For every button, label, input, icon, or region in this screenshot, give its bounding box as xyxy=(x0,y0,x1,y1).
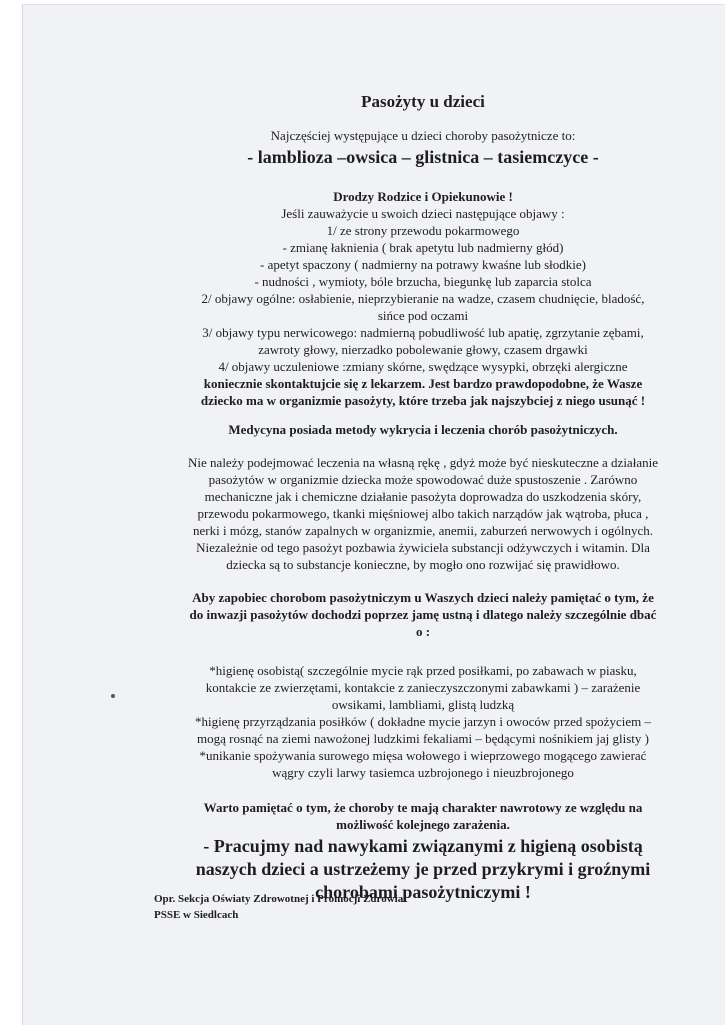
document-footer xyxy=(154,891,403,923)
intro-line: 2/ objawy ogólne: osłabienie, nieprzybieranie na wadze, czasem chudnięcie, bladość, xyxy=(201,291,645,306)
treatment-line: dziecka są to substancje konieczne, by mogło ono rozwijać się prawidłowo. xyxy=(226,557,620,572)
hygiene-line: owsikami, lambliami, glistą ludzką xyxy=(331,697,515,712)
document-page xyxy=(22,4,725,1025)
hygiene-list xyxy=(123,662,723,781)
treatment-line: przewodu pokarmowego, tkanki mięśniowej albo takich narządów jak wątroba, płuca , xyxy=(197,506,649,521)
disease-list: - lamblioza –owsica – glistnica – tasiemczyce - xyxy=(247,147,599,167)
footer-author: Opr. Sekcja Oświaty Zdrowotnej i Promocji Zdrowia xyxy=(154,893,404,905)
document-body xyxy=(123,89,723,904)
closing-line: - Pracujmy nad nawykami związanymi z higieną osobistą xyxy=(203,836,643,856)
treatment-line: pasożytów w organizmie dziecka może spowodować duże spustoszenie . Zarówno xyxy=(208,472,638,487)
intro-line: 3/ objawy typu nerwicowego: nadmierną pobudliwość lub apatię, zgrzytanie zębami, xyxy=(202,325,644,340)
reminder-paragraph xyxy=(123,799,723,833)
subtitle: Najczęściej występujące u dzieci choroby pasożytnicze to: xyxy=(270,128,576,143)
document-title: Pasożyty u dzieci xyxy=(361,92,485,111)
closing-line: naszych dzieci a ustrzeżemy je przed przykrymi i groźnymi xyxy=(195,859,651,879)
intro-line: 4/ objawy uczuleniowe :zmiany skórne, swędzące wysypki, obrzęki alergiczne xyxy=(218,359,628,374)
scan-speck xyxy=(111,694,115,698)
hygiene-line: *higienę przyrządzania posiłków ( dokładne mycie jarzyn i owoców przed spożyciem – xyxy=(195,714,651,729)
intro-line: Jeśli zauważycie u swoich dzieci następujące objawy : xyxy=(281,206,565,221)
prevention-line: do inwazji pasożytów dochodzi poprzez jamę ustną i dlatego należy szczególnie dbać xyxy=(189,607,657,622)
treatment-line: nerki i mózg, stanów zapalnych w organizmie, anemii, zaburzeń nerwowych i ogólnych. xyxy=(192,523,654,538)
intro-line: zawroty głowy, nierzadko pobolewanie głowy, czasem drgawki xyxy=(258,342,588,357)
intro-line: - zmianę łaknienia ( brak apetytu lub nadmierny głód) xyxy=(282,240,564,255)
treatment-paragraph xyxy=(123,454,723,573)
intro-line: - apetyt spaczony ( nadmierny na potrawy kwaśne lub słodkie) xyxy=(260,257,586,272)
footer-location: PSSE w Siedlcach xyxy=(154,909,239,921)
prevention-line: Aby zapobiec chorobom pasożytniczym u Waszych dzieci należy pamiętać o tym, że xyxy=(192,590,654,605)
hygiene-line: wągry czyli larwy tasiemca uzbrojonego i nieuzbrojonego xyxy=(272,765,574,780)
hygiene-line: *higienę osobistą( szczególnie mycie rąk przed posiłkami, po zabawach w piasku, xyxy=(209,663,637,678)
closing-line: chorobami pasożytniczymi ! xyxy=(315,882,531,902)
prevention-paragraph xyxy=(123,589,723,640)
reminder-line: możliwość kolejnego zarażenia. xyxy=(336,817,510,832)
intro-line: sińce pod oczami xyxy=(377,308,469,323)
intro-line: 1/ ze strony przewodu pokarmowego xyxy=(326,223,520,238)
treatment-line: Niezależnie od tego pasożyt pozbawia żywiciela substancji odżywczych i witamin. Dla xyxy=(196,540,650,555)
hygiene-line: kontakcie ze zwierzętami, kontakcie z zanieczyszczonymi zabawkami ) – zarażenie xyxy=(205,680,641,695)
hygiene-line: *unikanie spożywania surowego mięsa wołowego i wieprzowego mogącego zawierać xyxy=(199,748,647,763)
treatment-line: mechaniczne jak i chemiczne działanie pasożyta doprowadza do uszkodzenia skóry, xyxy=(204,489,642,504)
warning-line: dziecko ma w organizmie pasożyty, które trzeba jak najszybciej z niego usunąć ! xyxy=(200,393,646,408)
medicine-statement: Medycyna posiada metody wykrycia i leczenia chorób pasożytniczych. xyxy=(228,422,618,437)
treatment-line: Nie należy podejmować leczenia na własną rękę , gdyż może być nieskuteczne a działanie xyxy=(188,455,658,470)
warning-line: koniecznie skontaktujcie się z lekarzem. Jest bardzo prawdopodobne, że Wasze xyxy=(203,376,643,391)
intro-line: - nudności , wymioty, bóle brzucha, biegunkę lub zaparcia stolca xyxy=(254,274,592,289)
greeting: Drodzy Rodzice i Opiekunowie ! xyxy=(333,189,513,204)
reminder-line: Warto pamiętać o tym, że choroby te mają charakter nawrotowy ze względu na xyxy=(203,800,643,815)
prevention-line: o : xyxy=(415,624,431,639)
hygiene-line: mogą rosnąć na ziemi nawożonej ludzkimi fekaliami – będącymi nośnikiem jaj glisty ) xyxy=(197,731,649,746)
